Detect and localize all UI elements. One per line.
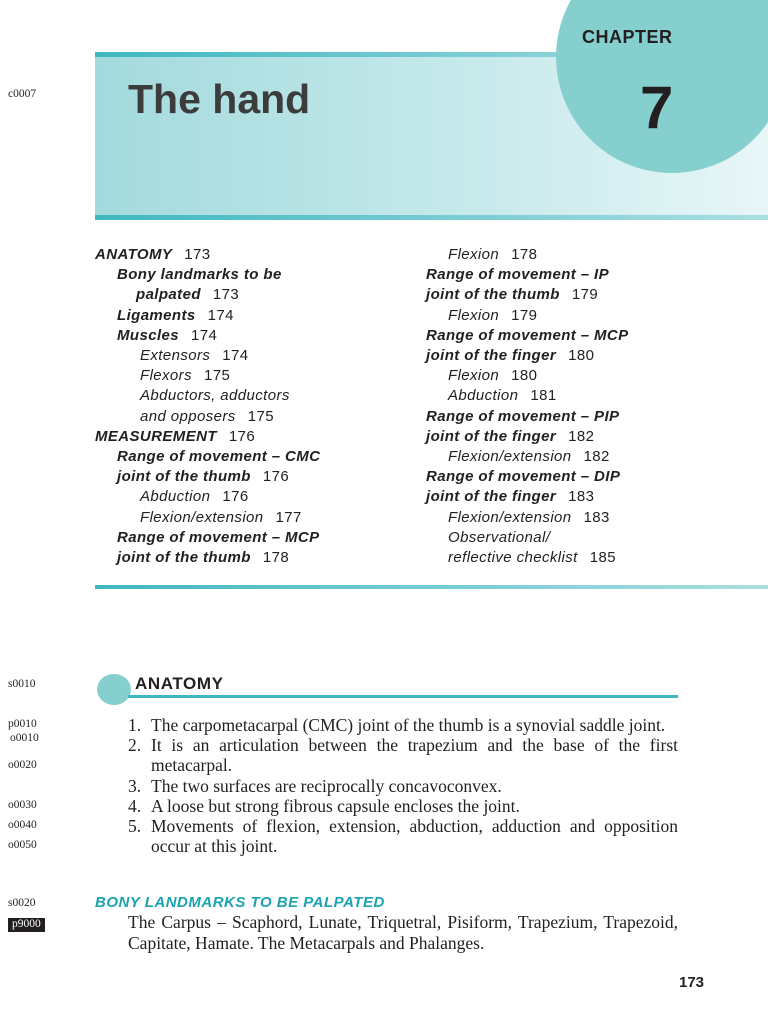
toc-entry-page: 185 [589, 549, 616, 567]
toc-entry [95, 487, 405, 507]
list-item [128, 715, 678, 735]
section-marker-dot [97, 674, 131, 705]
toc-entry [95, 427, 405, 447]
toc-entry-page: 179 [571, 286, 599, 304]
margin-code-s0010: s0010 [8, 678, 36, 690]
toc-entry [426, 306, 726, 326]
toc-entry-text: MEASUREMENT [95, 427, 217, 445]
toc-entry-text: Muscles [117, 326, 179, 344]
toc-entry [426, 508, 726, 528]
toc-entry-page: 180 [568, 347, 595, 365]
toc-entry-text: joint of the thumb [117, 549, 251, 567]
toc-entry-text: Bony landmarks to be [117, 266, 282, 284]
toc-entry-text: Flexion [448, 367, 500, 385]
toc-entry [426, 386, 726, 406]
toc-entry [95, 346, 405, 366]
toc-entry-page: 174 [191, 326, 218, 344]
toc-entry-page: 183 [568, 488, 595, 506]
toc-entry-text: Flexion/extension [140, 508, 264, 526]
toc-entry [426, 467, 726, 487]
toc-entry-text: Flexors [140, 367, 192, 385]
list-item [128, 796, 678, 816]
toc-entry-page: 174 [207, 306, 234, 324]
toc-entry-text: Abduction [448, 387, 519, 405]
toc-entry-page: 179 [511, 306, 538, 324]
chapter-number: 7 [640, 74, 674, 141]
toc-entry-text: Abduction [140, 488, 211, 506]
list-item-number: 1. [128, 715, 142, 735]
list-item-number: 4. [128, 795, 142, 816]
toc-entry-page: 176 [222, 488, 249, 506]
toc-entry-page: 182 [583, 448, 610, 466]
toc-entry-page: 183 [583, 508, 610, 526]
toc-entry [426, 326, 726, 346]
toc-entry [426, 265, 726, 285]
toc-entry [95, 245, 405, 265]
toc-entry-text: Range of movement – MCP [426, 326, 629, 344]
list-item [128, 776, 678, 796]
margin-code-c0007: c0007 [8, 88, 37, 100]
toc-entry-page: 174 [222, 347, 249, 365]
margin-code-s0020: s0020 [8, 897, 36, 909]
toc-entry [95, 386, 405, 406]
toc-entry [95, 326, 405, 346]
toc-entry-text: joint of the thumb [426, 286, 560, 304]
toc-entry [426, 447, 726, 467]
toc-entry-text: joint of the thumb [117, 468, 251, 486]
toc-entry-text: Observational/ [448, 528, 551, 546]
toc-entry [426, 548, 726, 568]
toc-entry [95, 285, 405, 305]
list-item-number: 2. [128, 735, 142, 756]
toc-entry [95, 265, 405, 285]
anatomy-numbered-list [128, 715, 678, 856]
page-number: 173 [679, 974, 705, 991]
toc-entry [426, 245, 726, 265]
margin-code-o0040: o0040 [8, 819, 37, 831]
toc-entry-text: Flexion/extension [448, 508, 572, 526]
toc-entry-text: Flexion [448, 306, 500, 324]
list-item-number: 3. [128, 775, 142, 796]
toc-entry-page: 180 [511, 367, 538, 385]
toc-entry-text: Extensors [140, 347, 211, 365]
margin-code-o0020: o0020 [8, 759, 37, 771]
margin-code-p0010: p0010 [8, 718, 37, 730]
toc-entry-text: joint of the finger [426, 488, 557, 506]
toc-entry [95, 306, 405, 326]
toc-entry-page: 176 [262, 468, 290, 486]
chapter-title: The hand [128, 76, 311, 122]
toc-entry [95, 508, 405, 528]
toc-entry-text: and opposers [140, 407, 236, 425]
toc-entry [426, 487, 726, 507]
toc-entry [426, 285, 726, 305]
toc-bottom-rule [95, 585, 768, 589]
toc-entry [95, 528, 405, 548]
margin-code-o0010: o0010 [10, 732, 39, 744]
toc-entry-text: Flexion/extension [448, 448, 572, 466]
toc-entry [95, 366, 405, 386]
toc-entry-page: 175 [247, 407, 274, 425]
toc-entry-text: reflective checklist [448, 549, 578, 567]
toc-entry-text: Ligaments [117, 306, 196, 324]
toc-entry [426, 427, 726, 447]
toc-right-column [426, 245, 726, 568]
toc-entry-page: 173 [212, 286, 240, 304]
toc-entry-page: 173 [184, 246, 211, 263]
toc-entry-page: 178 [511, 246, 538, 263]
list-item [128, 816, 678, 856]
toc-left-column [95, 245, 405, 568]
toc-entry-text: Flexion [448, 246, 500, 263]
header-bottom-rule [95, 215, 768, 220]
toc-entry-page: 178 [262, 549, 290, 567]
toc-entry [426, 346, 726, 366]
toc-entry [95, 447, 405, 467]
list-item-text: A loose but strong fibrous capsule encloses the joint. [151, 795, 520, 816]
subsection-heading-bony-landmarks: BONY LANDMARKS TO BE PALPATED [95, 894, 385, 911]
toc-entry-page: 175 [203, 367, 231, 385]
toc-entry-text: ANATOMY [95, 246, 173, 263]
toc-entry-text: Range of movement – IP [426, 266, 610, 284]
toc-entry [95, 467, 405, 487]
toc-entry [426, 528, 726, 548]
section-heading-anatomy: ANATOMY [135, 674, 224, 693]
toc-entry-text: palpated [136, 286, 201, 304]
section-heading-rule [128, 695, 678, 698]
list-item-text: The carpometacarpal (CMC) joint of the thumb is a synovial saddle joint. [151, 715, 666, 735]
toc-entry-page: 182 [568, 427, 595, 445]
toc-entry-text: joint of the finger [426, 427, 557, 445]
toc-entry-text: joint of the finger [426, 347, 557, 365]
toc-entry [95, 407, 405, 427]
toc-entry-page: 181 [530, 387, 557, 405]
toc-entry-page: 177 [275, 508, 302, 526]
toc-entry-text: Range of movement – PIP [426, 407, 620, 425]
margin-code-p9000: p9000 [8, 918, 45, 932]
toc-entry [426, 407, 726, 427]
margin-code-o0030: o0030 [8, 799, 37, 811]
list-item-text: Movements of flexion, extension, abduction, adduction and opposition occur at this joint. [151, 816, 678, 857]
toc-entry-text: Abductors, adductors [140, 387, 290, 405]
list-item-text: The two surfaces are reciprocally concavoconvex. [151, 775, 502, 796]
chapter-label: CHAPTER [582, 27, 673, 47]
margin-code-o0050: o0050 [8, 839, 37, 851]
toc-entry [426, 366, 726, 386]
list-item-number: 5. [128, 816, 142, 837]
bony-landmarks-paragraph: The Carpus – Scaphord, Lunate, Triquetral, Pisiform, Trapezium, Trapezoid, Capitate, Hamate. The Metacarpals and Phalanges. [128, 912, 678, 953]
toc-entry-text: Range of movement – CMC [117, 448, 321, 466]
toc-entry-text: Range of movement – DIP [426, 468, 621, 486]
toc-entry [95, 548, 405, 568]
toc-entry-text: Range of movement – MCP [117, 528, 320, 546]
toc-entry-page: 176 [228, 427, 256, 445]
list-item-text: It is an articulation between the trapezium and the base of the first metacarpal. [151, 735, 678, 776]
list-item [128, 735, 678, 775]
